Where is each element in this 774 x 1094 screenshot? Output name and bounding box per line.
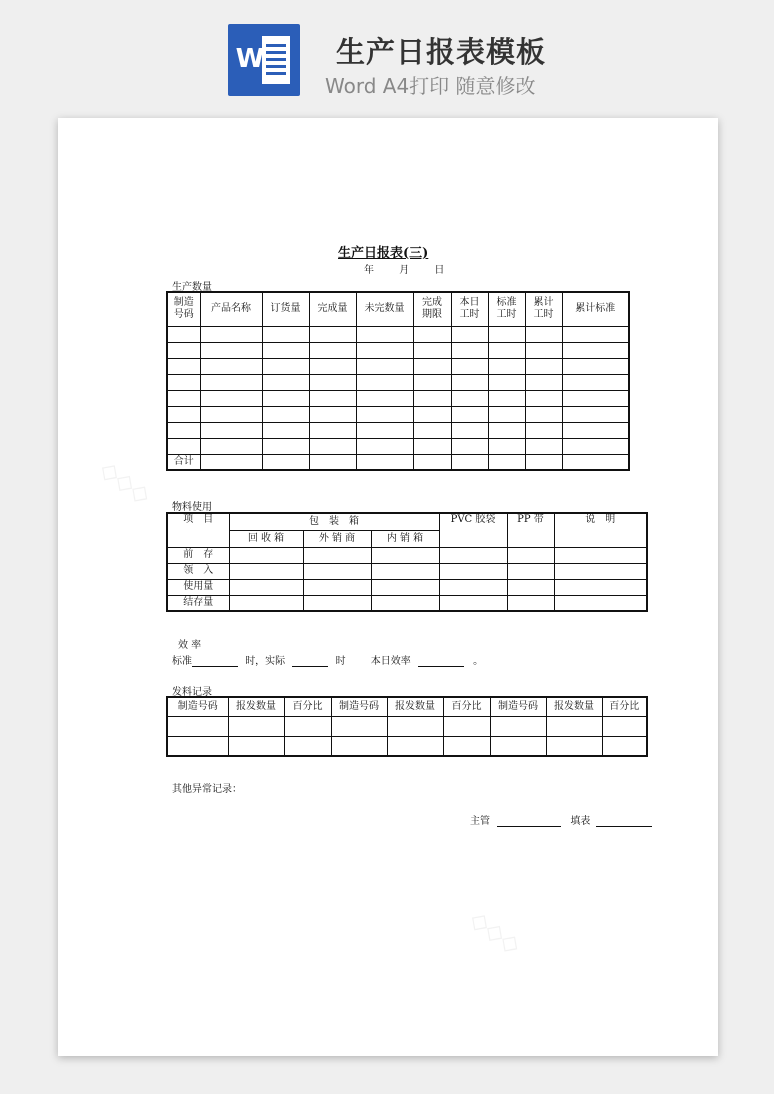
production-header-row (167, 292, 629, 326)
table-cell[interactable] (546, 736, 602, 756)
table-cell[interactable] (490, 716, 546, 736)
table-cell[interactable] (413, 422, 451, 438)
table-row (167, 547, 647, 563)
table-cell[interactable] (488, 326, 525, 342)
table-cell[interactable] (488, 390, 525, 406)
table-cell[interactable] (602, 716, 647, 736)
table-cell[interactable] (488, 358, 525, 374)
table-cell[interactable] (562, 454, 629, 470)
table-cell[interactable] (554, 563, 647, 579)
production-header-cell (262, 292, 309, 326)
today-rate-blank[interactable] (418, 656, 464, 667)
table-cell[interactable] (525, 454, 562, 470)
table-cell[interactable] (562, 326, 629, 342)
table-cell[interactable] (562, 358, 629, 374)
issue-header-row (167, 697, 647, 716)
table-cell[interactable] (554, 595, 647, 611)
table-cell[interactable] (451, 342, 488, 358)
header-title: 生产日报表模板 (336, 35, 547, 69)
table-row (167, 422, 629, 438)
table-row (167, 358, 629, 374)
efficiency-line (172, 652, 483, 667)
table-cell[interactable] (525, 358, 562, 374)
table-cell[interactable] (356, 438, 413, 454)
issue-header-cell: 制造号码 (331, 697, 387, 716)
table-cell[interactable] (356, 422, 413, 438)
materials-row-label: 前 存 (167, 547, 229, 563)
table-cell[interactable] (413, 326, 451, 342)
table-cell[interactable] (443, 716, 490, 736)
filler-blank[interactable] (596, 816, 652, 827)
table-cell[interactable] (167, 736, 228, 756)
materials-row-label: 领 入 (167, 563, 229, 579)
production-header-cell (167, 292, 200, 326)
table-cell[interactable] (331, 716, 387, 736)
table-cell[interactable] (371, 579, 439, 595)
table-row (167, 563, 647, 579)
table-cell[interactable] (200, 406, 262, 422)
table-cell[interactable] (371, 547, 439, 563)
supervisor-label: 主管 (470, 816, 490, 827)
table-cell[interactable] (309, 406, 356, 422)
table-cell[interactable] (525, 390, 562, 406)
pvc-header: PVC 胶袋 (439, 513, 507, 547)
table-cell[interactable] (167, 374, 200, 390)
table-cell[interactable] (507, 579, 554, 595)
table-cell[interactable] (371, 563, 439, 579)
table-cell[interactable] (413, 438, 451, 454)
table-cell[interactable] (488, 342, 525, 358)
table-cell[interactable] (356, 406, 413, 422)
table-cell[interactable] (525, 406, 562, 422)
hours-label: 时 (335, 656, 346, 667)
table-cell[interactable] (309, 422, 356, 438)
table-cell[interactable] (413, 374, 451, 390)
table-cell[interactable] (356, 454, 413, 470)
production-header-cell (562, 292, 629, 326)
table-cell[interactable] (451, 406, 488, 422)
table-cell[interactable] (309, 358, 356, 374)
header (0, 0, 774, 110)
production-header-cell (488, 292, 525, 326)
table-cell[interactable] (562, 374, 629, 390)
watermark: ◇◇◇ (94, 454, 157, 510)
date-day: 日 (434, 265, 445, 276)
table-row (167, 595, 647, 611)
table-cell[interactable] (229, 563, 303, 579)
table-cell[interactable] (356, 374, 413, 390)
table-cell[interactable] (451, 454, 488, 470)
table-cell[interactable] (200, 326, 262, 342)
production-header-text: 工时 (496, 309, 517, 321)
table-cell[interactable] (488, 454, 525, 470)
production-header-text: 完成 (422, 297, 442, 309)
table-cell[interactable] (262, 406, 309, 422)
table-row (167, 579, 647, 595)
table-cell[interactable] (546, 716, 602, 736)
table-cell[interactable] (451, 358, 488, 374)
table-cell[interactable] (284, 736, 331, 756)
word-icon (228, 24, 300, 96)
table-cell[interactable] (488, 406, 525, 422)
pp-header: PP 带 (507, 513, 554, 547)
table-cell[interactable] (451, 390, 488, 406)
standard-hours-blank[interactable] (192, 656, 238, 667)
table-cell[interactable] (303, 579, 371, 595)
issue-header-cell: 报发数量 (387, 697, 443, 716)
issue-header-cell: 报发数量 (546, 697, 602, 716)
production-label: 生产数量 (172, 282, 212, 293)
header-subtitle: Word A4打印 随意修改 (325, 74, 536, 98)
table-cell[interactable] (167, 438, 200, 454)
table-cell[interactable] (303, 547, 371, 563)
document-title: 生产日报表(三) (338, 246, 429, 261)
table-cell[interactable] (229, 579, 303, 595)
note-header: 说 明 (554, 513, 647, 547)
table-cell[interactable] (167, 358, 200, 374)
table-cell[interactable] (262, 326, 309, 342)
date-line (364, 261, 466, 276)
table-cell[interactable] (451, 438, 488, 454)
table-cell[interactable] (451, 422, 488, 438)
table-cell[interactable] (167, 716, 228, 736)
table-cell[interactable] (200, 422, 262, 438)
issue-header-cell: 百分比 (443, 697, 490, 716)
table-cell[interactable] (309, 342, 356, 358)
table-cell[interactable] (356, 326, 413, 342)
table-cell[interactable] (439, 547, 507, 563)
watermark: ◇◇◇ (464, 904, 527, 960)
production-table (166, 291, 630, 471)
document-page (58, 118, 718, 1056)
table-cell[interactable] (525, 438, 562, 454)
table-cell[interactable] (356, 390, 413, 406)
packing-header: 包 装 箱 (229, 513, 439, 530)
table-row (167, 326, 629, 342)
efficiency-label: 效 率 (178, 640, 202, 651)
table-cell[interactable] (309, 374, 356, 390)
table-cell[interactable] (167, 326, 200, 342)
production-header-cell (200, 292, 262, 326)
table-cell[interactable] (262, 422, 309, 438)
table-cell[interactable] (507, 563, 554, 579)
table-cell[interactable] (602, 736, 647, 756)
production-header-text: 产品名称 (211, 303, 251, 315)
table-cell[interactable] (262, 390, 309, 406)
table-row (167, 406, 629, 422)
production-header-text: 未完数量 (364, 303, 405, 315)
table-cell[interactable] (554, 547, 647, 563)
export-header: 外 销 商 (303, 530, 371, 547)
table-cell[interactable] (200, 454, 262, 470)
table-cell[interactable] (303, 563, 371, 579)
table-cell[interactable] (284, 716, 331, 736)
table-cell[interactable] (451, 326, 488, 342)
table-cell[interactable] (309, 390, 356, 406)
production-header-cell (413, 292, 451, 326)
production-header-cell (309, 292, 356, 326)
table-row (167, 736, 647, 756)
table-row (167, 454, 629, 470)
production-header-text: 订货量 (270, 303, 301, 315)
issue-header-cell: 百分比 (284, 697, 331, 716)
standard-label: 标准 (172, 656, 192, 667)
issue-header-cell: 制造号码 (490, 697, 546, 716)
efficiency-end: 。 (473, 656, 484, 667)
table-cell[interactable] (562, 342, 629, 358)
item-header: 项 目 (167, 513, 229, 547)
table-cell[interactable] (443, 736, 490, 756)
table-cell[interactable] (167, 422, 200, 438)
table-cell[interactable] (356, 358, 413, 374)
materials-row-label: 使用量 (167, 579, 229, 595)
table-cell[interactable] (525, 326, 562, 342)
domestic-box-header: 内 销 箱 (371, 530, 439, 547)
table-cell[interactable] (507, 547, 554, 563)
production-header-text: 完成量 (317, 303, 348, 315)
production-header-text: 制造 (173, 297, 194, 309)
date-year: 年 (364, 265, 374, 276)
date-month: 月 (399, 265, 410, 276)
production-header-text: 期限 (422, 309, 442, 321)
table-cell[interactable] (309, 438, 356, 454)
table-cell[interactable] (387, 716, 443, 736)
materials-label: 物料使用 (172, 502, 212, 513)
production-header-cell (451, 292, 488, 326)
production-header-text: 标准 (496, 297, 517, 309)
table-cell[interactable] (200, 342, 262, 358)
table-cell[interactable] (439, 563, 507, 579)
table-row (167, 342, 629, 358)
production-header-cell (525, 292, 562, 326)
issue-header-cell: 百分比 (602, 697, 647, 716)
table-cell[interactable] (451, 374, 488, 390)
production-header-text: 本日 (459, 297, 480, 309)
materials-row-label: 结存量 (167, 595, 229, 611)
table-cell[interactable] (562, 422, 629, 438)
table-cell[interactable] (525, 374, 562, 390)
production-header-text: 工时 (459, 309, 480, 321)
table-cell[interactable] (439, 595, 507, 611)
production-header-text: 工时 (533, 309, 554, 321)
issue-table (166, 696, 648, 757)
table-cell[interactable] (229, 595, 303, 611)
table-cell[interactable] (200, 358, 262, 374)
table-cell[interactable] (413, 390, 451, 406)
table-cell[interactable] (413, 454, 451, 470)
total-label: 合计 (167, 454, 200, 470)
table-cell[interactable] (356, 342, 413, 358)
table-cell[interactable] (228, 736, 284, 756)
table-cell[interactable] (562, 438, 629, 454)
production-header-cell (356, 292, 413, 326)
table-cell[interactable] (562, 390, 629, 406)
table-cell[interactable] (554, 579, 647, 595)
table-cell[interactable] (562, 406, 629, 422)
table-cell[interactable] (167, 342, 200, 358)
production-header-text: 号码 (173, 309, 194, 321)
issue-header-cell: 制造号码 (167, 697, 228, 716)
materials-table (166, 512, 648, 612)
issue-label: 发料记录 (172, 687, 212, 698)
recycle-box-header: 回 收 箱 (229, 530, 303, 547)
table-cell[interactable] (167, 406, 200, 422)
table-cell[interactable] (309, 454, 356, 470)
table-cell[interactable] (262, 342, 309, 358)
table-cell[interactable] (387, 736, 443, 756)
table-cell[interactable] (200, 390, 262, 406)
today-rate-label: 本日效率 (370, 656, 411, 667)
table-cell[interactable] (488, 422, 525, 438)
word-icon-letter: W (235, 44, 265, 74)
table-cell[interactable] (262, 454, 309, 470)
table-cell[interactable] (490, 736, 546, 756)
table-cell[interactable] (488, 374, 525, 390)
table-cell[interactable] (262, 374, 309, 390)
production-header-text: 累计 (533, 297, 554, 309)
table-row (167, 390, 629, 406)
table-cell[interactable] (488, 438, 525, 454)
supervisor-blank[interactable] (497, 816, 561, 827)
table-cell[interactable] (413, 358, 451, 374)
issue-header-cell: 报发数量 (228, 697, 284, 716)
table-cell[interactable] (167, 390, 200, 406)
materials-header-row (167, 513, 647, 530)
table-cell[interactable] (331, 736, 387, 756)
other-label: 其他异常记录： (172, 784, 242, 795)
table-cell[interactable] (262, 358, 309, 374)
table-cell[interactable] (228, 716, 284, 736)
table-cell[interactable] (200, 438, 262, 454)
table-row (167, 716, 647, 736)
table-cell[interactable] (229, 547, 303, 563)
table-row (167, 374, 629, 390)
actual-hours-blank[interactable] (292, 656, 328, 667)
hours-actual-label: 时，实际 (245, 656, 286, 667)
production-header-text: 累计标准 (575, 303, 616, 315)
table-cell[interactable] (413, 406, 451, 422)
table-cell[interactable] (439, 579, 507, 595)
table-cell[interactable] (413, 342, 451, 358)
table-row (167, 438, 629, 454)
table-cell[interactable] (525, 422, 562, 438)
table-cell[interactable] (309, 326, 356, 342)
table-cell[interactable] (303, 595, 371, 611)
filler-label: 填表 (570, 816, 591, 827)
table-cell[interactable] (262, 438, 309, 454)
table-cell[interactable] (525, 342, 562, 358)
table-cell[interactable] (200, 374, 262, 390)
signature-line (470, 812, 652, 827)
table-cell[interactable] (507, 595, 554, 611)
table-cell[interactable] (371, 595, 439, 611)
word-icon-sheet (262, 36, 290, 84)
